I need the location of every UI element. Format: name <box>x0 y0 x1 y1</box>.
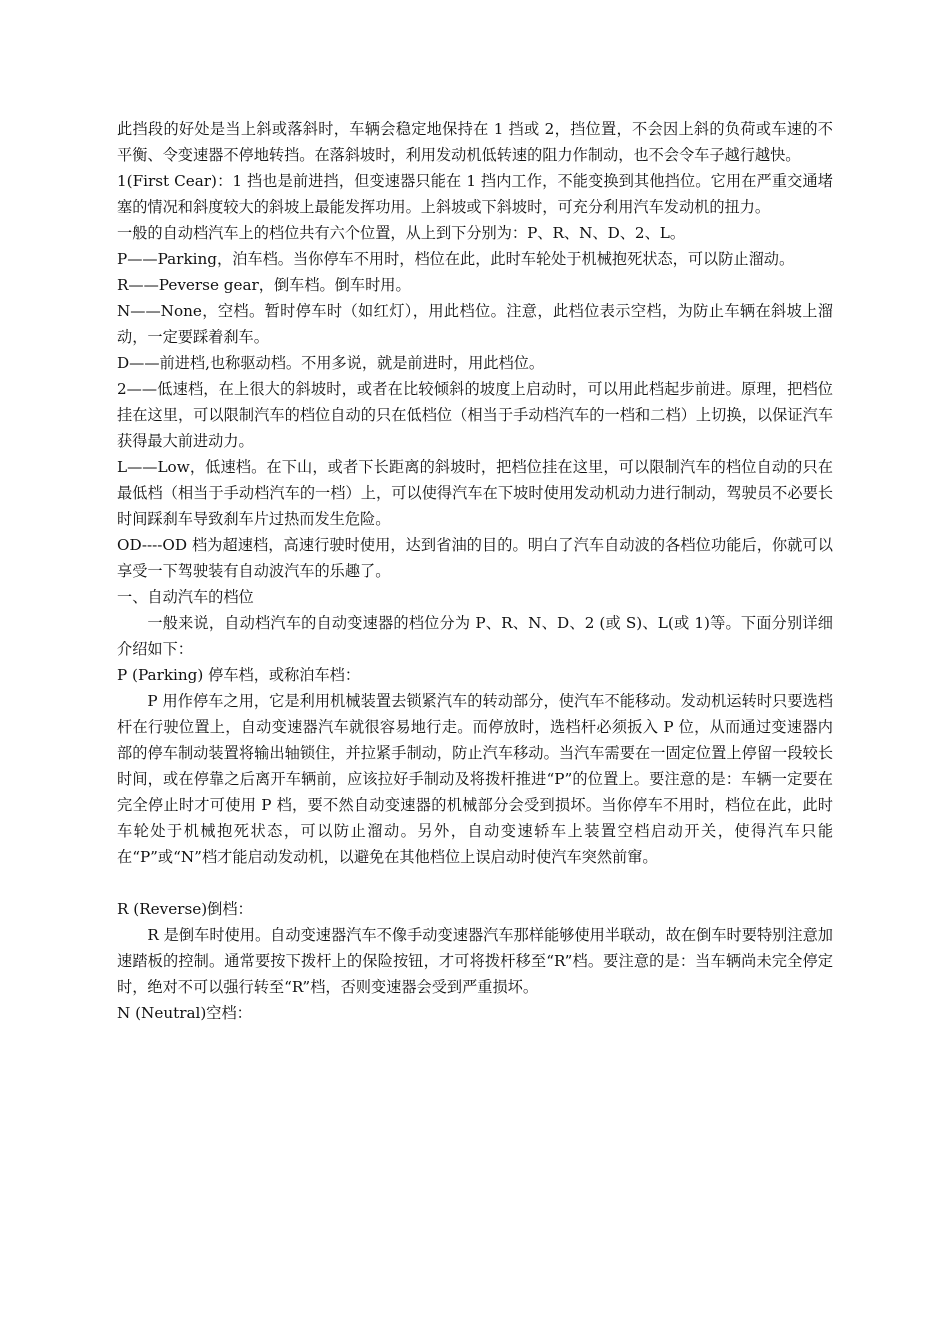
paragraph-gear-l: L——Low，低速档。在下山，或者下长距离的斜坡时，把档位挂在这里，可以限制汽车的档位自动的只在最低档（相当于手动档汽车的一档）上，可以使得汽车在下坡时使用发动机动力进行制动，驾驶员不必要长时间踩刹车导致刹车片过热而发生危险。 <box>117 458 833 528</box>
paragraph-gear-p: P——Parking，泊车档。当你停车不用时，档位在此，此时车轮处于机械抱死状态，可以防止溜动。 <box>117 250 795 268</box>
paragraph-gear-od: OD----OD 档为超速档，高速行驶时使用，达到省油的目的。明白了汽车自动波的各档位功能后，你就可以享受一下驾驶装有自动波汽车的乐趣了。 <box>117 536 833 580</box>
paragraph-reverse-detail: R 是倒车时使用。自动变速器汽车不像手动变速器汽车那样能够使用半联动，故在倒车时要特别注意加速踏板的控制。通常要按下拨杆上的保险按钮，才可将拨杆移至“R”档。要注意的是：当车辆尚未完全停定时，绝对不可以强行转至“R”档，否则变速器会受到严重损坏。 <box>117 926 833 996</box>
paragraph-first-gear: 1(First Cear)：1 挡也是前进挡，但变速器只能在 1 挡内工作，不能变换到其他挡位。它用在严重交通堵塞的情况和斜度较大的斜坡上最能发挥功用。上斜坡或下斜坡时，可充分利用汽车发动机的扭力。 <box>117 172 833 216</box>
document-body <box>117 116 833 1026</box>
subheading-parking: P (Parking) 停车档，或称泊车档： <box>117 666 361 684</box>
paragraph-parking-detail: P 用作停车之用，它是利用机械装置去锁紧汽车的转动部分，使汽车不能移动。发动机运转时只要选档杆在行驶位置上，自动变速器汽车就很容易地行走。而停放时，选档杆必须扳入 P 位，从而通过变速器内部的停车制动装置将输出轴锁住，并拉紧手制动，防止汽车移动。当汽车需要在一固定位置上停留一段较长时间，或在停靠之后离开车辆前，应该拉好手制动及将拨杆推进“P”的位置上。要注意的是：车辆一定要在完全停止时才可使用 P 档，要不然自动变速器的机械部分会受到损坏。当你停车不用时，档位在此，此时车轮处于机械抱死状态，可以防止溜动。另外，自动变速轿车上装置空档启动开关，使得汽车只能在“P”或“N”档才能启动发动机，以避免在其他档位上误启动时使汽车突然前窜。 <box>117 692 833 866</box>
subheading-reverse: R (Reverse)倒档： <box>117 900 253 918</box>
paragraph-gear-n: N——None，空档。暂时停车时（如红灯），用此档位。注意，此档位表示空档，为防止车辆在斜坡上溜动，一定要踩着刹车。 <box>117 302 833 346</box>
paragraph-gear-2: 2——低速档，在上很大的斜坡时，或者在比较倾斜的坡度上启动时，可以用此档起步前进。原理，把档位挂在这里，可以限制汽车的档位自动的只在低档位（相当于手动档汽车的一档和二档）上切换，以保证汽车获得最大前进动力。 <box>117 380 833 450</box>
subheading-neutral: N (Neutral)空档： <box>117 1004 252 1022</box>
section-heading: 一、自动汽车的档位 <box>117 588 254 606</box>
blank-line <box>117 870 833 896</box>
paragraph-hill-gear-benefit: 此挡段的好处是当上斜或落斜时，车辆会稳定地保持在 1 挡或 2，挡位置，不会因上斜的负荷或车速的不平衡、令变速器不停地转挡。在落斜坡时，利用发动机低转速的阻力作制动，也不会令车子越行越快。 <box>117 120 833 164</box>
paragraph-gear-overview: 一般的自动档汽车上的档位共有六个位置，从上到下分别为：P、R、N、D、2、L。 <box>117 224 686 242</box>
paragraph-gear-intro: 一般来说，自动档汽车的自动变速器的档位分为 P、R、N、D、2 (或 S)、L(或 1)等。下面分别详细介绍如下： <box>117 614 833 658</box>
paragraph-gear-d: D——前进档,也称驱动档。不用多说，就是前进时，用此档位。 <box>117 354 545 372</box>
paragraph-gear-r: R——Peverse gear，倒车档。倒车时用。 <box>117 276 411 294</box>
